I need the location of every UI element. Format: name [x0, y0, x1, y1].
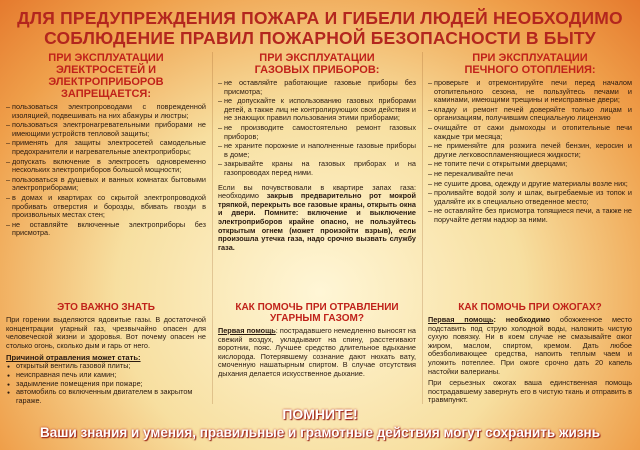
list-item: – не производите самостоятельно ремонт газовых приборов;: [218, 124, 416, 141]
gas-leak-instructions: [218, 184, 416, 253]
first-aid-label: Первая помощь: [218, 326, 276, 335]
poisoning-causes-heading: Причиной отравления может стать:: [6, 353, 141, 363]
list-item: – не оставляйте без присмотра топящиеся печи, а также не поручайте детям надзор за ними.: [428, 207, 632, 224]
stove-rules-list: [428, 79, 632, 225]
burns-text: [428, 316, 632, 376]
co-poisoning-section: [218, 302, 416, 422]
important-info-section: [6, 302, 206, 422]
title-line: ПРИ ЭКСПЛУАТАЦИИ: [48, 52, 164, 64]
gas-rules-list: [218, 79, 416, 178]
stove-section-title: [428, 52, 632, 76]
title-line: ЗАПРЕЩАЕТСЯ:: [61, 88, 151, 100]
list-item: – не допускайте к использованию газовых приборами детей, а также лиц не контролирующих свои действия и не знающих правил пользования этими приборами;: [218, 97, 416, 123]
title-line: КАК ПОМОЧЬ ПРИ ОТРАВЛЕНИИ: [235, 302, 399, 313]
important-info-title: ЭТО ВАЖНО ЗНАТЬ: [57, 302, 155, 313]
title-line: УГАРНЫМ ГАЗОМ?: [270, 313, 364, 324]
list-item: ● автомобиль со включенным двигателем в закрытом гараже.: [6, 388, 206, 405]
list-item: ● задымление помещения при пожаре;: [6, 380, 206, 389]
column-divider: [422, 52, 423, 404]
column-divider: [212, 52, 213, 404]
list-item: ● открытый вентиль газовой плиты;: [6, 362, 206, 371]
list-item: – очищайте от сажи дымоходы и отопительные печи каждые три месяца;: [428, 124, 632, 141]
list-item: – применять для защиты электросетей самодельные предохранители и нагревательные электроприборы;: [6, 139, 206, 156]
list-item: – кладку и ремонт печей доверяйте только лицам и организациям, получившим специальную лицензию: [428, 106, 632, 123]
list-item: – не перекаливайте печи: [428, 170, 632, 179]
list-item: – не храните порожние и наполненные газовые приборы в доме;: [218, 142, 416, 159]
burns-text-2: При серьезных ожогах ваша единственная помощь пострадавшему завернуть его в чистую ткань и отправить в травмпункт.: [428, 378, 632, 405]
list-item: – не топите печи с открытыми дверцами;: [428, 160, 632, 169]
electrical-section: [6, 52, 206, 307]
title-line: ПРИ ЭКСПЛУАТАЦИИ: [472, 52, 588, 64]
first-aid-bold: : необходимо: [493, 315, 551, 324]
first-aid-text: обожженное место подставить под струю холодной воды, наложить чистую сухую повязку. Ни в коем случае не смазывайте ожог жиром, маслом, спиртом, кремом. Дать любое обезболивающее средства, напоить теплым чаем и уложить потеплее. При ожоге срочно дать 20 капель настойки валерианы.: [428, 315, 632, 376]
gas-section-title: [218, 52, 416, 76]
burns-section: [428, 302, 632, 422]
list-item: ● неисправная печь или камин;: [6, 371, 206, 380]
list-item: – не сушите дрова, одежду и другие материалы возле них;: [428, 180, 632, 189]
list-item: – проверьте и отремонтируйте печи перед началом отопительного сезона, не пользуйтесь печами и каминами, имеющими трещины и неисправные двери;: [428, 79, 632, 105]
title-line-2: СОБЛЮДЕНИЕ ПРАВИЛ ПОЖАРНОЙ БЕЗОПАСНОСТИ В БЫТУ: [44, 28, 596, 48]
list-item: – не оставляйте включенные электроприборы без присмотра.: [6, 221, 206, 238]
first-aid-text: : пострадавшего немедленно выносят на свежий воздух, укладывают на спину, расстегивают воротник, пояс. Лучшее средство длительное вдыхание кислорода. Потерявшему сознание дают нюхать вату, смоченную нашатырным спиртом. В случае отсутствия дыхания делается искусственное дыхание.: [218, 326, 416, 378]
list-item: – не оставляйте работающие газовые приборы без присмотра;: [218, 79, 416, 96]
instruction-text: Если вы почувствовали в квартире запах газа: необходимо: [218, 182, 416, 201]
gas-section: [218, 52, 416, 307]
list-item: – в домах и квартирах со скрытой электропроводкой пробивать отверстия и борозды, вбивать гвозди в произвольных местах стен;: [6, 194, 206, 220]
co-poisoning-text: [218, 327, 416, 379]
closing-slogan: Ваши знания и умения, правильные и грамотные действия могут сохранить жизнь: [39, 425, 600, 440]
instruction-bold-text: закрыв предварительно рот мокрой тряпкой, перекрыть все газовые краны, открыть окна и двери. Помните: включение и выключение электроприборов крайне опасно, не пользуйтесь открытым огнем (может произойти взрыв), если произошла утечка газа, надо срочно вызвать службу газа.: [218, 191, 416, 252]
burns-title: КАК ПОМОЧЬ ПРИ ОЖОГАХ?: [458, 302, 602, 313]
list-item: – пользоваться электронагревательными приборами не имеющими устройств тепловой защиты;: [6, 121, 206, 138]
list-item: – не применяйте для розжига печей бензин, керосин и другие легковоспламеняющиеся жидкости;: [428, 142, 632, 159]
title-line: ПРИ ЭКСПЛУАТАЦИИ: [259, 52, 375, 64]
list-item: – пользоваться электропроводами с поврежденной изоляцией, подвешивать на них абажуры и люстры;: [6, 103, 206, 120]
list-item: – пользоваться в душевых и ванных комнатах бытовыми электроприборами;: [6, 176, 206, 193]
title-line: ГАЗОВЫХ ПРИБОРОВ:: [254, 64, 380, 76]
list-item: – закрывайте краны на газовых приборах и на газопроводах перед ними.: [218, 160, 416, 177]
title-line: ЭЛЕКТРОСЕТЕЙ И: [55, 64, 157, 76]
title-line-1: ДЛЯ ПРЕДУПРЕЖДЕНИЯ ПОЖАРА И ГИБЕЛИ ЛЮДЕЙ НЕОБХОДИМО: [17, 8, 623, 28]
title-line: ПЕЧНОГО ОТОПЛЕНИЯ:: [464, 64, 596, 76]
electrical-section-title: [6, 52, 206, 100]
list-item: – допускать включение в электросеть одновременно нескольких электроприборов большой мощности;: [6, 158, 206, 175]
page-title: [0, 8, 640, 48]
important-info-text: При горении выделяются ядовитые газы. В достаточной концентрации угарный газ, чрезвычайно опасен для человеческой жизни и здоровья. Вот почему опасен не столько огонь, сколько дым и гарь от него.: [6, 315, 206, 350]
remember-heading: ПОМНИТЕ!: [282, 406, 358, 422]
first-aid-label: Первая помощь: [428, 315, 494, 324]
list-item: – проливайте водой золу и шлак, выгребаемые из топок и удаляйте их в специально отведенное место;: [428, 189, 632, 206]
title-line: ЭЛЕКТРОПРИБОРОВ: [48, 76, 164, 88]
co-poisoning-title: [218, 302, 416, 324]
electrical-rules-list: [6, 103, 206, 238]
stove-section: [428, 52, 632, 307]
